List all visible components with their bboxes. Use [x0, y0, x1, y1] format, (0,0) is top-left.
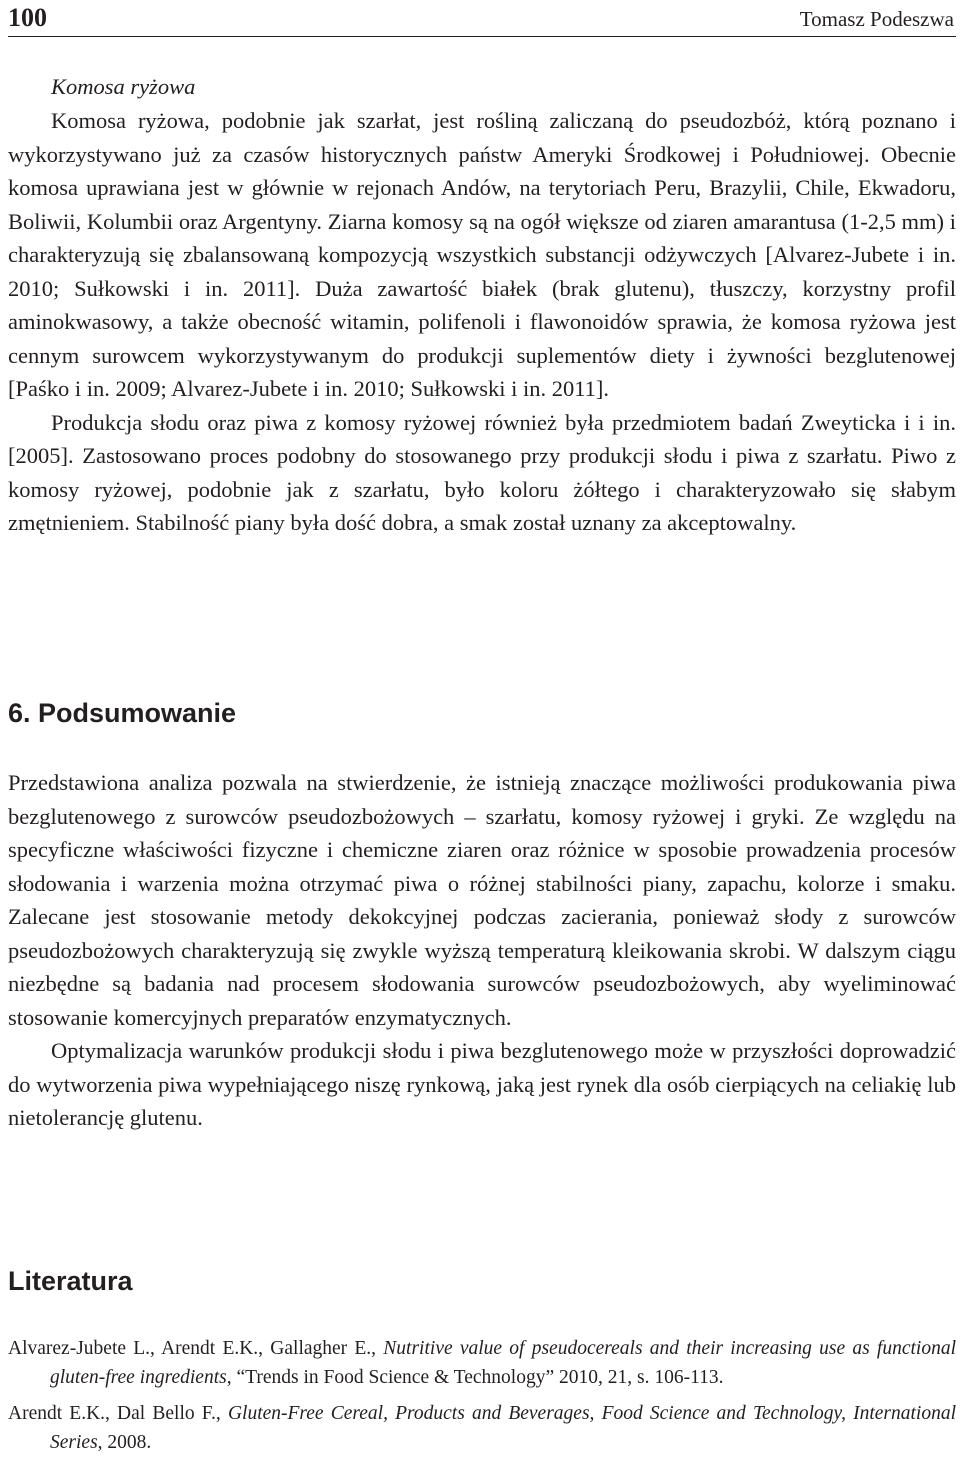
page-number: 100	[8, 3, 47, 32]
reference-title: Gluten-Free Cereal, Products and Beverages, Food Science and Technology, International Series	[50, 1403, 956, 1453]
subsection-title: Komosa ryżowa	[51, 74, 196, 99]
reference-list	[8, 1335, 956, 1465]
paragraph: Komosa ryżowa, podobnie jak szarłat, jest rośliną zaliczaną do pseudozbóż, którą poznano i wykorzystywano już za czasów historycznych państw Ameryki Środkowej i Południowej. Obecnie komosa uprawiana jest w głównie w rejonach Andów, na terytoriach Peru, Brazylii, Chile, Ekwadoru, Boliwii, Kolumbii oraz Argentyny. Ziarna komosy są na ogół większe od ziaren amarantusa (1-2,5 mm) i charakteryzują się zbalansowaną kompozycją wszystkich substancji odżywczych [Alvarez-Jubete i in. 2010; Sułkowski i in. 2011]. Duża zawartość białek (brak glutenu), tłuszczy, korzystny profil aminokwasowy, a także obecność witamin, polifenoli i flawonoidów sprawia, że komosa ryżowa jest cennym surowcem wykorzystywanym do produkcji suplementów diety i żywności bezglutenowej [Paśko i in. 2009; Alvarez-Jubete i in. 2010; Sułkowski i in. 2011].	[8, 108, 956, 401]
section-heading: 6. Podsumowanie	[8, 698, 237, 728]
reference-authors: Arendt E.K., Dal Bello F.,	[8, 1403, 228, 1424]
paragraph: Produkcja słodu oraz piwa z komosy ryżowej również była przedmiotem badań Zweyticka i i in. [2005]. Zastosowano proces podobny do stosowanego przy produkcji słodu i piwa z szarłatu. Piwo z komosy ryżowej, podobnie jak z szarłatu, było koloru żółtego i charakteryzowało się słabym zmętnieniem. Stabilność piany była dość dobra, a smak został uznany za akceptowalny.	[8, 409, 956, 535]
document-page	[8, 0, 956, 1475]
reference-title: Nutritive value of pseudocereals and their increasing use as functional gluten-free ingredients	[50, 1338, 956, 1388]
reference-authors: Alvarez-Jubete L., Arendt E.K., Gallagher E.,	[8, 1338, 384, 1359]
section-body	[8, 766, 956, 1135]
paragraph: Przedstawiona analiza pozwala na stwierdzenie, że istnieją znaczące możliwości produkowania piwa bezglutenowego z surowców pseudozbożowych – szarłatu, komosy ryżowej i gryki. Ze względu na specyficzne właściwości fizyczne i chemiczne ziaren oraz różnice w sposobie prowadzenia procesów słodowania i warzenia można otrzymać piwa o różnej stabilności piany, zapachu, kolorze i smaku. Zalecane jest stosowanie metody dekokcyjnej podczas zacierania, ponieważ słody z surowców pseudozbożowych charakteryzują się zwykle wyższą temperaturą kleikowania skrobi. W dalszym ciągu niezbędne są badania nad procesem słodowania surowców pseudozbożowych, aby wyeliminować stosowanie komercyjnych preparatów enzymatycznych.	[8, 770, 956, 1030]
reference-source: , 2008.	[97, 1431, 152, 1453]
reference-item	[8, 1400, 956, 1457]
reference-source: , “Trends in Food Science & Technology” 2010, 21, s. 106-113.	[226, 1366, 724, 1388]
literature-heading: Literatura	[8, 1266, 133, 1296]
page-header	[8, 0, 956, 37]
paragraph: Optymalizacja warunków produkcji słodu i piwa bezglutenowego może w przyszłości doprowadzić do wytworzenia piwa wypełniającego niszę rynkową, jaką jest rynek dla osób cierpiących na celiakię lub nietolerancję glutenu.	[8, 1038, 956, 1130]
running-head-author: Tomasz Podeszwa	[799, 7, 954, 31]
reference-item	[8, 1335, 956, 1392]
subsection-body	[8, 104, 956, 540]
